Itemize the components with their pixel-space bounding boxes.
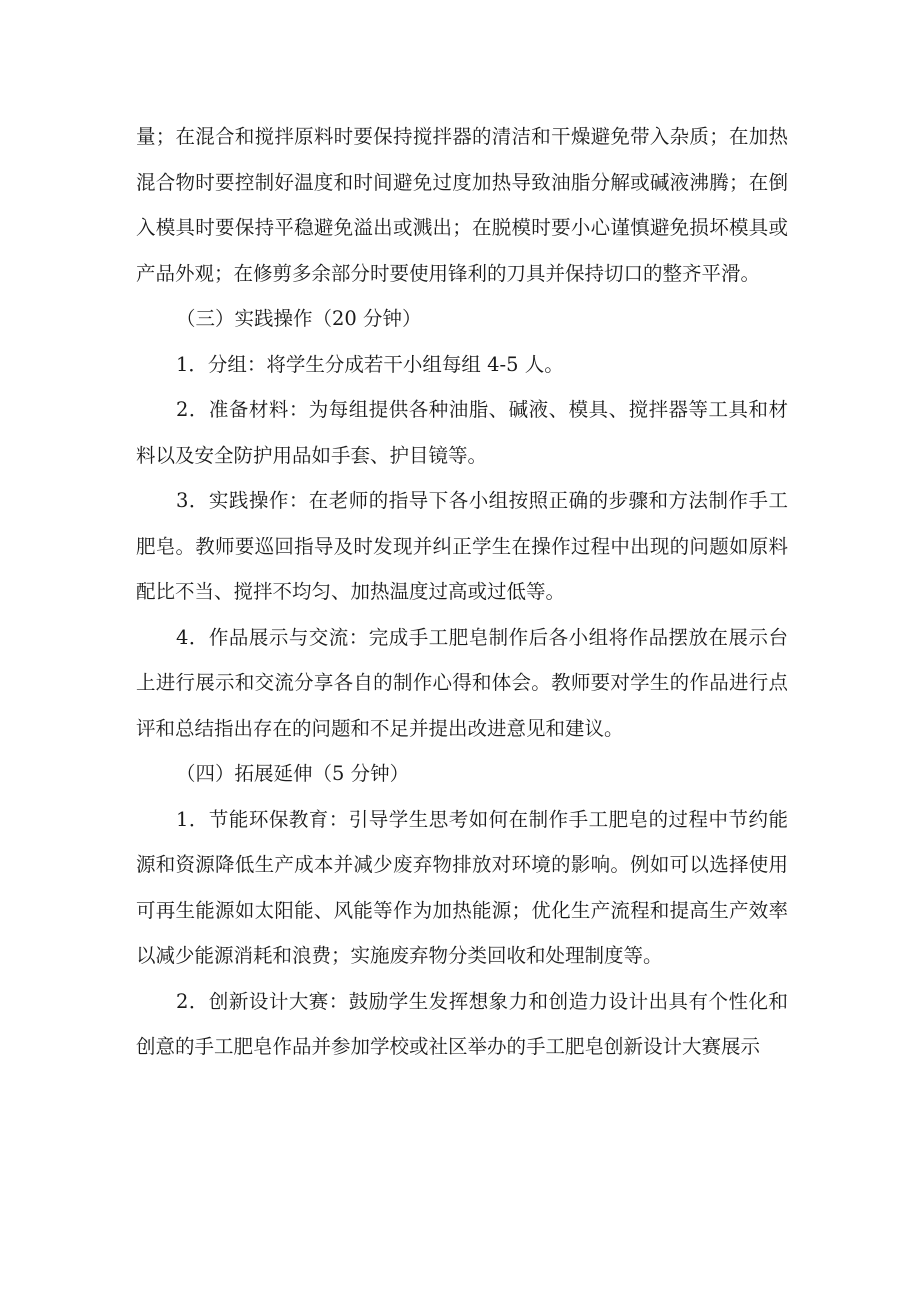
- paragraph-practice: 3．实践操作：在老师的指导下各小组按照正确的步骤和方法制作手工肥皂。教师要巡回指导及时发现并纠正学生在操作过程中出现的问题如原料配比不当、搅拌不均匀、加热温度过高或过低等。: [136, 489, 788, 603]
- paragraph-continued: 量；在混合和搅拌原料时要保持搅拌器的清洁和干燥避免带入杂质；在加热混合物时要控制好温度和时间避免过度加热导致油脂分解或碱液沸腾；在倒入模具时要保持平稳避免溢出或溅出；在脱模时要小心谨慎避免损坏模具或产品外观；在修剪多余部分时要使用锋利的刀具并保持切口的整齐平滑。: [136, 125, 788, 285]
- paragraph-energy-saving: 1．节能环保教育：引导学生思考如何在制作手工肥皂的过程中节约能源和资源降低生产成本并减少废弃物排放对环境的影响。例如可以选择使用可再生能源如太阳能、风能等作为加热能源；优化生产流程和提高生产效率以减少能源消耗和浪费；实施废弃物分类回收和处理制度等。: [136, 807, 788, 967]
- section-heading-practice: （三）实践操作（20 分钟）: [176, 307, 422, 330]
- section-heading-extension: （四）拓展延伸（5 分钟）: [176, 762, 410, 785]
- paragraph-materials: 2．准备材料：为每组提供各种油脂、碱液、模具、搅拌器等工具和材料以及安全防护用品如手套、护目镜等。: [136, 398, 788, 467]
- paragraph-grouping: 1．分组：将学生分成若干小组每组 4-5 人。: [176, 352, 564, 376]
- paragraph-design-contest: 2．创新设计大赛：鼓励学生发挥想象力和创造力设计出具有个性化和创意的手工肥皂作品并参加学校或社区举办的手工肥皂创新设计大赛展示: [136, 989, 788, 1058]
- document-body: [136, 114, 788, 1070]
- paragraph-showcase: 4．作品展示与交流：完成手工肥皂制作后各小组将作品摆放在展示台上进行展示和交流分享各自的制作心得和体会。教师要对学生的作品进行点评和总结指出存在的问题和不足并提出改进意见和建议。: [136, 625, 788, 740]
